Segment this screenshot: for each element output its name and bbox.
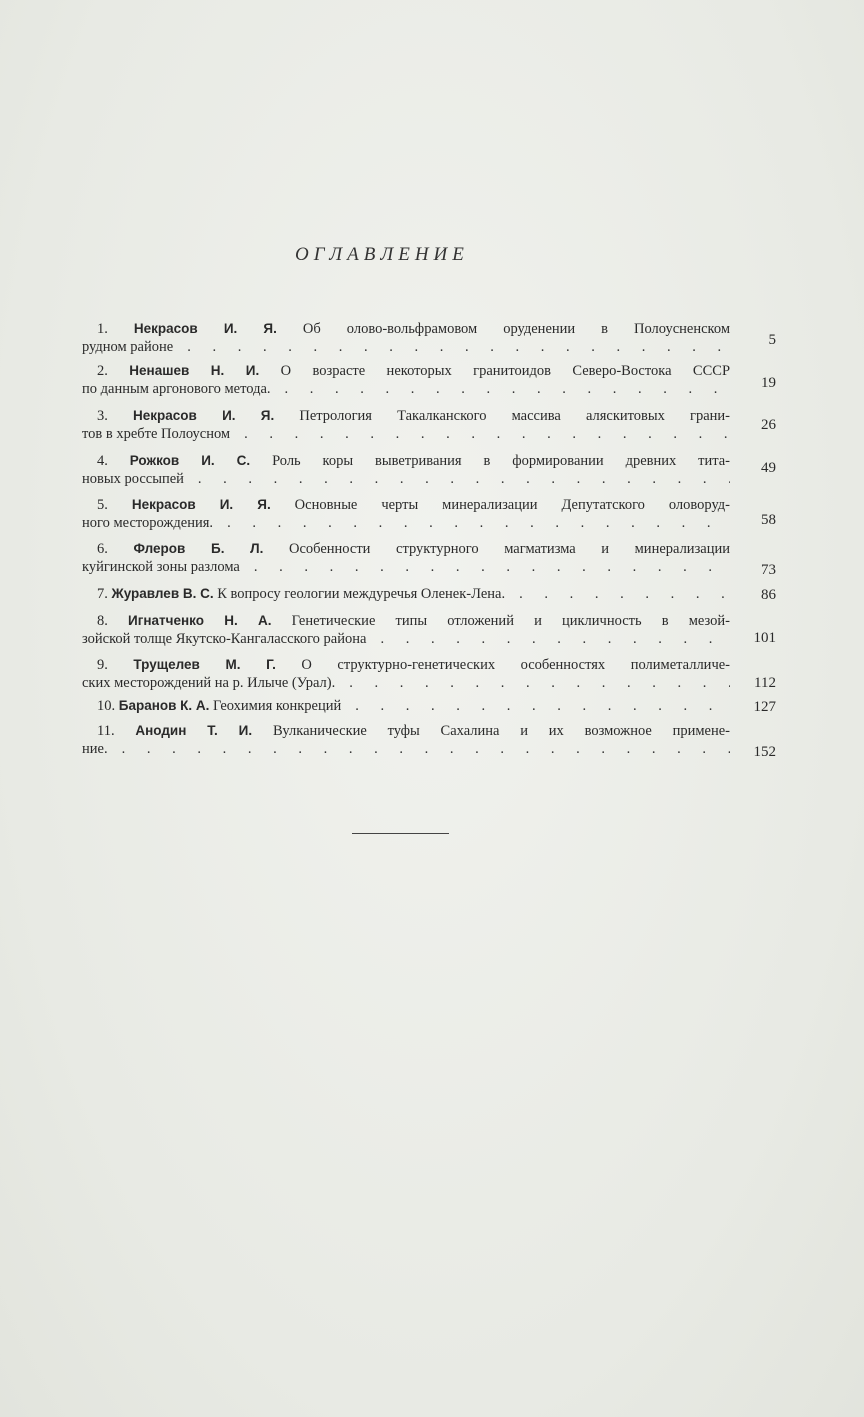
- entry-title-line: [82, 612, 730, 630]
- entry-title: Об олово-вольфрамовом оруденении в Полоусненском: [302, 321, 730, 337]
- page-number: 19: [761, 375, 776, 391]
- entry-title-line: [82, 697, 730, 715]
- entry-title-line: [82, 407, 730, 425]
- entry-author: Баранов К. А.: [118, 698, 210, 713]
- toc-entry: [82, 697, 730, 715]
- page-number: 127: [753, 699, 776, 715]
- entry-author: Журавлев В. С.: [111, 586, 214, 601]
- toc-entry: [82, 362, 730, 398]
- dot-leader: [108, 740, 730, 758]
- toc-entry: [82, 407, 730, 443]
- entry-title-continuation: [82, 558, 730, 576]
- entry-title-line: [82, 452, 730, 470]
- dot-leader: [341, 697, 730, 715]
- entry-title-line: [82, 496, 730, 514]
- entry-number: 5.: [97, 497, 108, 513]
- entry-title: Особенности структурного магматизма и минерализации: [289, 541, 730, 557]
- entry-title-end: новых россыпей: [82, 471, 184, 487]
- dot-leader: [184, 470, 730, 488]
- entry-author: Флеров Б. Л.: [133, 541, 264, 556]
- entry-author: Некрасов И. Я.: [131, 497, 271, 512]
- toc-entry: [82, 452, 730, 488]
- entry-title: Роль коры выветривания в формировании древних тита-: [272, 453, 730, 469]
- page-number: 112: [754, 675, 776, 691]
- entry-title-continuation: [82, 470, 730, 488]
- dot-leader: [271, 380, 730, 398]
- page-number: 101: [753, 630, 776, 646]
- entry-title-end: ного месторождения.: [82, 515, 214, 531]
- entry-number: 11.: [97, 723, 115, 739]
- page-title: ОГЛАВЛЕНИЕ: [295, 244, 469, 265]
- entry-title-line: [82, 722, 730, 740]
- toc-entry: [82, 496, 730, 532]
- entry-title-continuation: [82, 514, 730, 532]
- entry-title-line: [82, 320, 730, 338]
- toc-entry: [82, 612, 730, 648]
- page-number: 152: [753, 744, 776, 760]
- entry-number: 6.: [97, 541, 108, 557]
- entry-title-continuation: [82, 630, 730, 648]
- entry-title: Основные черты минерализации Депутатского оловоруд-: [294, 497, 730, 513]
- entry-title: Геохимия конкреций: [213, 698, 342, 714]
- entry-author: Трущелев М. Г.: [133, 657, 276, 672]
- entry-title-continuation: [82, 338, 730, 356]
- entry-title: К вопросу геологии междуречья Оленек-Лена.: [217, 586, 506, 602]
- entry-title-line: [82, 585, 730, 603]
- toc-entry: [82, 656, 730, 692]
- entry-title-end: по данным аргонового метода.: [82, 381, 271, 397]
- entry-title: Генетические типы отложений и цикличность в мезой-: [291, 613, 730, 629]
- dot-leader: [230, 425, 730, 443]
- dot-leader: [173, 338, 730, 356]
- entry-title-line: [82, 362, 730, 380]
- entry-number: 4.: [97, 453, 108, 469]
- page-number: 5: [768, 332, 776, 348]
- entry-title: О возрасте некоторых гранитоидов Северо-Востока СССР: [280, 363, 730, 379]
- entry-number: 3.: [97, 408, 108, 424]
- entry-author: Анодин Т. И.: [135, 723, 253, 738]
- entry-title-continuation: [82, 425, 730, 443]
- entry-title-end: ских месторождений на р. Илыче (Урал).: [82, 675, 336, 691]
- entry-title-continuation: [82, 674, 730, 692]
- toc-entry: [82, 722, 730, 758]
- entry-number: 2.: [97, 363, 108, 379]
- entry-number: 9.: [97, 657, 108, 673]
- entry-title-end: куйгинской зоны разлома: [82, 559, 240, 575]
- toc-entry: [82, 585, 730, 603]
- entry-title: О структурно-генетических особенностях полиметалличе-: [301, 657, 730, 673]
- page-number: 73: [761, 562, 776, 578]
- entry-title: Петрология Такалканского массива аляскитовых грани-: [299, 408, 730, 424]
- dot-leader: [366, 630, 730, 648]
- entry-title-line: [82, 540, 730, 558]
- entry-author: Ненашев Н. И.: [129, 363, 260, 378]
- entry-title-end: рудном районе: [82, 339, 174, 355]
- divider: [352, 833, 449, 834]
- entry-title-end: зойской толще Якутско-Кангаласского района: [82, 631, 367, 647]
- entry-title-end: ние.: [82, 741, 108, 757]
- entry-number: 10.: [97, 698, 116, 714]
- entry-number: 1.: [97, 321, 108, 337]
- entry-title-end: тов в хребте Полоусном: [82, 426, 231, 442]
- toc-entry: [82, 540, 730, 576]
- entry-author: Игнатченко Н. А.: [128, 613, 272, 628]
- toc-entry: [82, 320, 730, 356]
- entry-title: Вулканические туфы Сахалина и их возможное примене-: [272, 723, 730, 739]
- entry-title-continuation: [82, 380, 730, 398]
- entry-number: 7.: [97, 586, 108, 602]
- entry-author: Рожков И. С.: [129, 453, 251, 468]
- dot-leader: [213, 514, 730, 532]
- entry-title-continuation: [82, 740, 730, 758]
- dot-leader: [240, 558, 730, 576]
- dot-leader: [505, 585, 730, 603]
- entry-number: 8.: [97, 613, 108, 629]
- page-number: 26: [761, 417, 776, 433]
- page-number: 86: [761, 587, 776, 603]
- dot-leader: [335, 674, 730, 692]
- page-number: 58: [761, 512, 776, 528]
- page-number: 49: [761, 460, 776, 476]
- entry-author: Некрасов И. Я.: [133, 408, 275, 423]
- entry-author: Некрасов И. Я.: [133, 321, 277, 336]
- entry-title-line: [82, 656, 730, 674]
